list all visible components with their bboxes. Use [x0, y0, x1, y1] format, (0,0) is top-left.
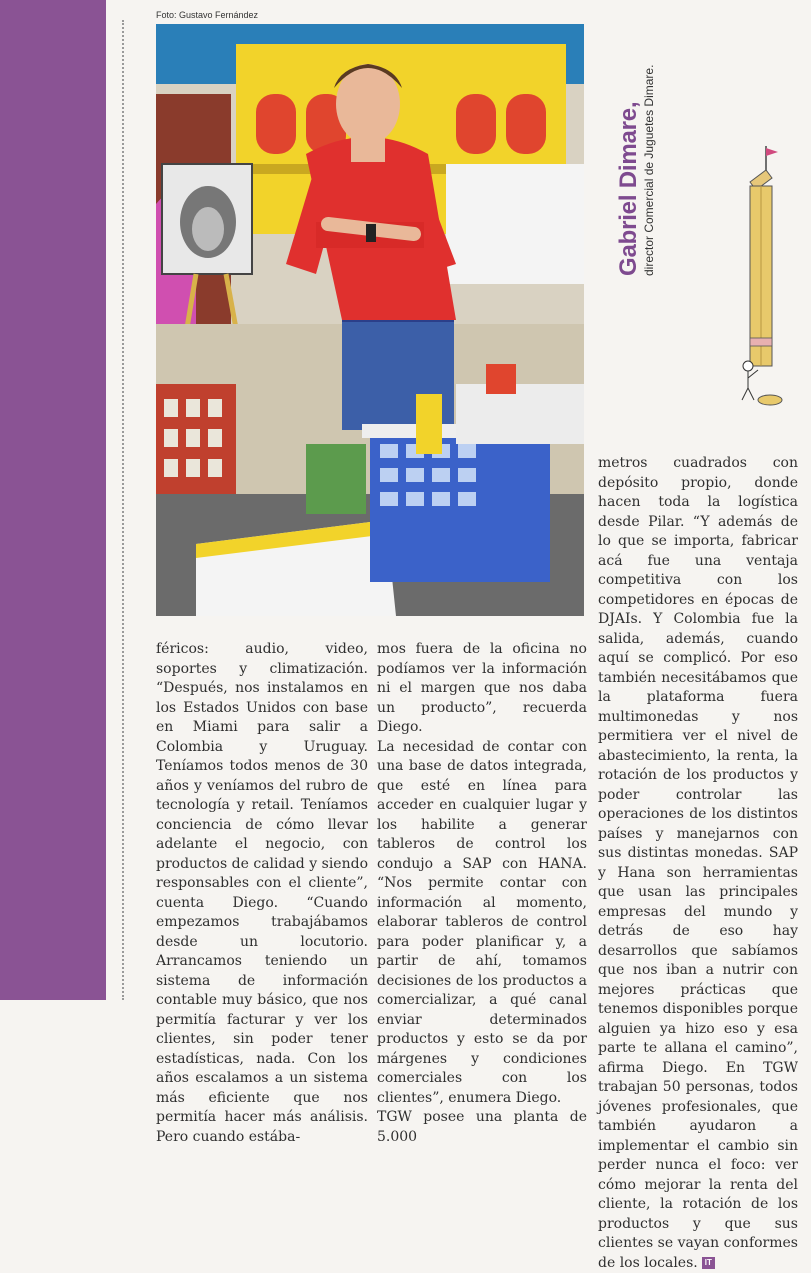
col2-paragraph-3: TGW posee una planta de 5.000 [377, 1109, 587, 1145]
col2-paragraph-2: La necesidad de contar con una base de datos integrada, que esté en línea para acceder en cualquier lugar y los habilite a generar tableros de control los condujo a SAP con HANA. “Nos permite contar con información al momento, elaborar tableros de control para poder planificar y, a partir de ahí, tomamos decisiones de los productos a comercializar, a qué canal enviar determinados productos y esto se da por márgenes y condiciones comerciales con los clientes”, enumera Diego. [377, 738, 587, 1106]
caption-name: Gabriel Dimare, [615, 101, 642, 276]
col3-text: metros cuadrados con depósito propio, donde hacen toda la logística desde Pilar. “Y además de lo que se importa, fabricar acá fue una ventaja competitiva con los competidores en épocas de DJAIs. Y Colombia fue la salida, además, cuando aquí se complicó. Por eso también necesitábamos que la plataforma fuera multimonedas y nos permitiera ver el nivel de abastecimiento, la renta, la rotación de los productos y poder controlar las operaciones de los distintos países y manejarnos con sus distintas monedas. SAP y Hana son herramientas que usan las principales empresas del mundo y detrás de eso hay desarrollos que sabíamos que nos iban a nutrir con mejores prácticas que tenemos disponibles porque alguien ya hizo eso y esa parte te allana el camino”, afirma Diego. En TGW trabajan 50 personas, todos jóvenes profesionales, que también ayudaron a implementar el cambio sin perder nunca el foco: ver cómo mejorar la renta del cliente, la rotación de los productos y que sus clientes se vayan conformes de los locales. [598, 455, 798, 1271]
col3-paragraph [598, 454, 798, 1273]
col1-paragraph: féricos: audio, video, soportes y climatización. “Después, nos instalamos en los Estados Unidos con base en Miami para salir a Colombia y Uruguay. Teníamos todos menos de 30 años y veníamos del rubro de tecnología y retail. Teníamos conciencia de cómo llevar adelante el negocio, con productos de calidad y siendo responsables con el cliente”, cuenta Diego. “Cuando empezamos trabajábamos desde un locutorio. Arrancamos teniendo un sistema de información contable muy básico, que nos permitía facturar y ver los clientes, sin poder tener estadísticas, nada. Con los años escalamos a un sistema más eficiente que nos permitía hacer más análisis. Pero cuando estába- [156, 641, 368, 1145]
pencil-illustration [736, 142, 792, 412]
caption-role: director Comercial de Juguetes Dimare. [642, 64, 656, 276]
text-column-1 [156, 640, 368, 1147]
portrait-photo [156, 24, 584, 616]
photo-caption [590, 40, 656, 300]
photo-credit: Foto: Gustavo Fernández [156, 10, 259, 20]
dotted-divider [122, 20, 124, 1000]
text-column-2 [377, 640, 587, 1147]
purple-side-bar [0, 0, 106, 1000]
end-mark: IT [702, 1257, 715, 1269]
col2-paragraph-1: mos fuera de la oficina no podíamos ver la información ni el margen que nos daba un producto”, recuerda Diego. [377, 641, 587, 735]
text-column-3 [598, 454, 798, 1273]
